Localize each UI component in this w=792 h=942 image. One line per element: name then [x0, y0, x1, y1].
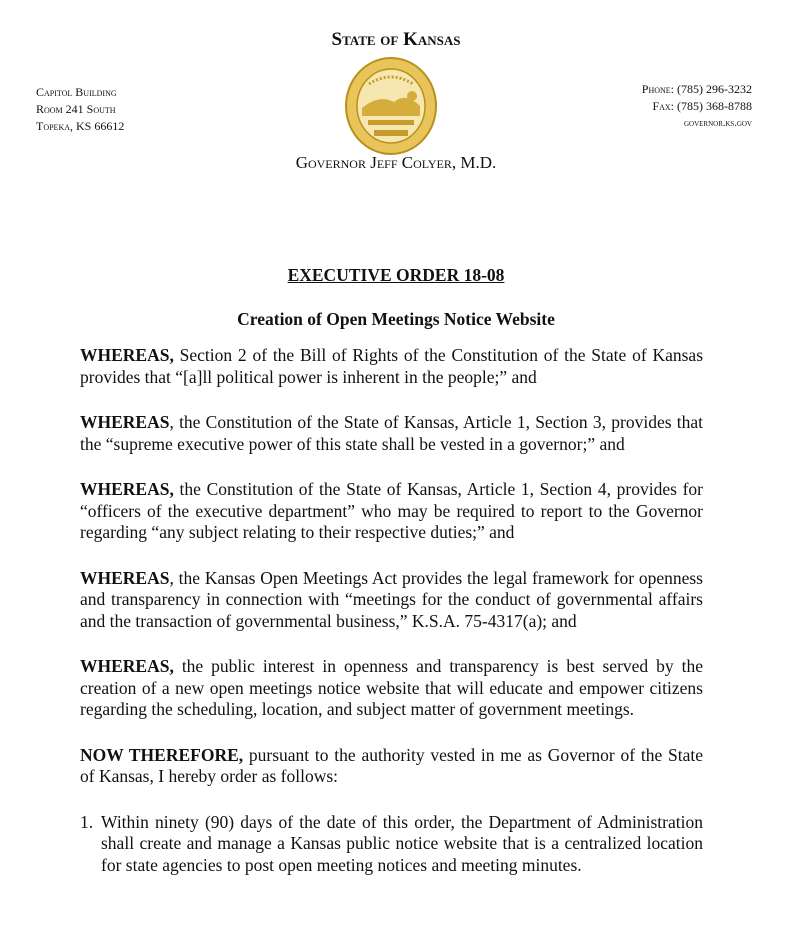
paragraph-lead: WHEREAS, [80, 479, 174, 499]
order-items [80, 812, 703, 877]
address-line: Capitol Building [36, 85, 117, 99]
paragraph-lead: WHEREAS, [80, 656, 174, 676]
paragraph-text: pursuant to the authority vested in me as Governor of the State of Kansas, I hereby order as follows: [80, 744, 703, 786]
paragraph-lead: WHEREAS [80, 567, 170, 588]
now-therefore-paragraph [80, 745, 703, 788]
paragraph-text: , the Constitution of the State of Kansas, Article 1, Section 3, provides that the “supreme executive power of this state shall be vested in a governor;” and [80, 412, 703, 454]
paragraph-text: Section 2 of the Bill of Rights of the Constitution of the State of Kansas provides that “[a]ll political power is inherent in the people;” and [80, 345, 703, 387]
phone: Phone: (785) 296-3232 [641, 82, 752, 96]
paragraph-lead: WHEREAS [80, 412, 170, 432]
item-number: 1. [80, 811, 94, 832]
address-line: Room 241 South [36, 102, 116, 116]
item-text: Within ninety (90) days of the date of this order, the Department of Administration shall create and manage a Kansas public notice website that is a centralized location for state agencies to post open meeting notices and meeting minutes. [101, 811, 703, 875]
letterhead-state: State of Kansas [331, 29, 461, 50]
letterhead-contact [642, 81, 752, 132]
fax: Fax: (785) 368-8788 [652, 99, 752, 113]
order-title: EXECUTIVE ORDER 18-08 [287, 265, 505, 285]
state-seal-icon [344, 56, 438, 156]
order-item [80, 812, 703, 877]
order-subtitle: Creation of Open Meetings Notice Website [237, 309, 555, 329]
paragraph-lead: WHEREAS, [80, 345, 174, 365]
paragraph-text: , the Kansas Open Meetings Act provides the legal framework for openness and transparency in connection with “meetings for the conduct of governmental affairs and the transaction of governmental business,” K.S.A. 75-4317(a); and [80, 567, 703, 631]
whereas-paragraph [80, 412, 703, 455]
whereas-paragraph [80, 479, 703, 544]
whereas-paragraph [80, 568, 703, 633]
address-line: Topeka, KS 66612 [36, 119, 125, 133]
paragraph-text: the public interest in openness and transparency is best served by the creation of a new open meetings notice website that will educate and empower citizens regarding the scheduling, location, and subject matter of government meetings. [80, 656, 703, 719]
whereas-paragraph [80, 656, 703, 721]
website-link[interactable]: governor.ks.gov [683, 118, 752, 129]
letterhead-governor: Governor Jeff Colyer, M.D. [295, 153, 497, 172]
paragraph-lead: NOW THEREFORE, [80, 744, 244, 765]
letterhead-address [36, 84, 124, 135]
whereas-paragraph [80, 345, 703, 388]
order-body [80, 345, 703, 876]
paragraph-text: the Constitution of the State of Kansas, Article 1, Section 4, provides for “officers of the executive department” who may be required to report to the Governor regarding “any subject relating to their respective duties;” and [80, 479, 703, 542]
